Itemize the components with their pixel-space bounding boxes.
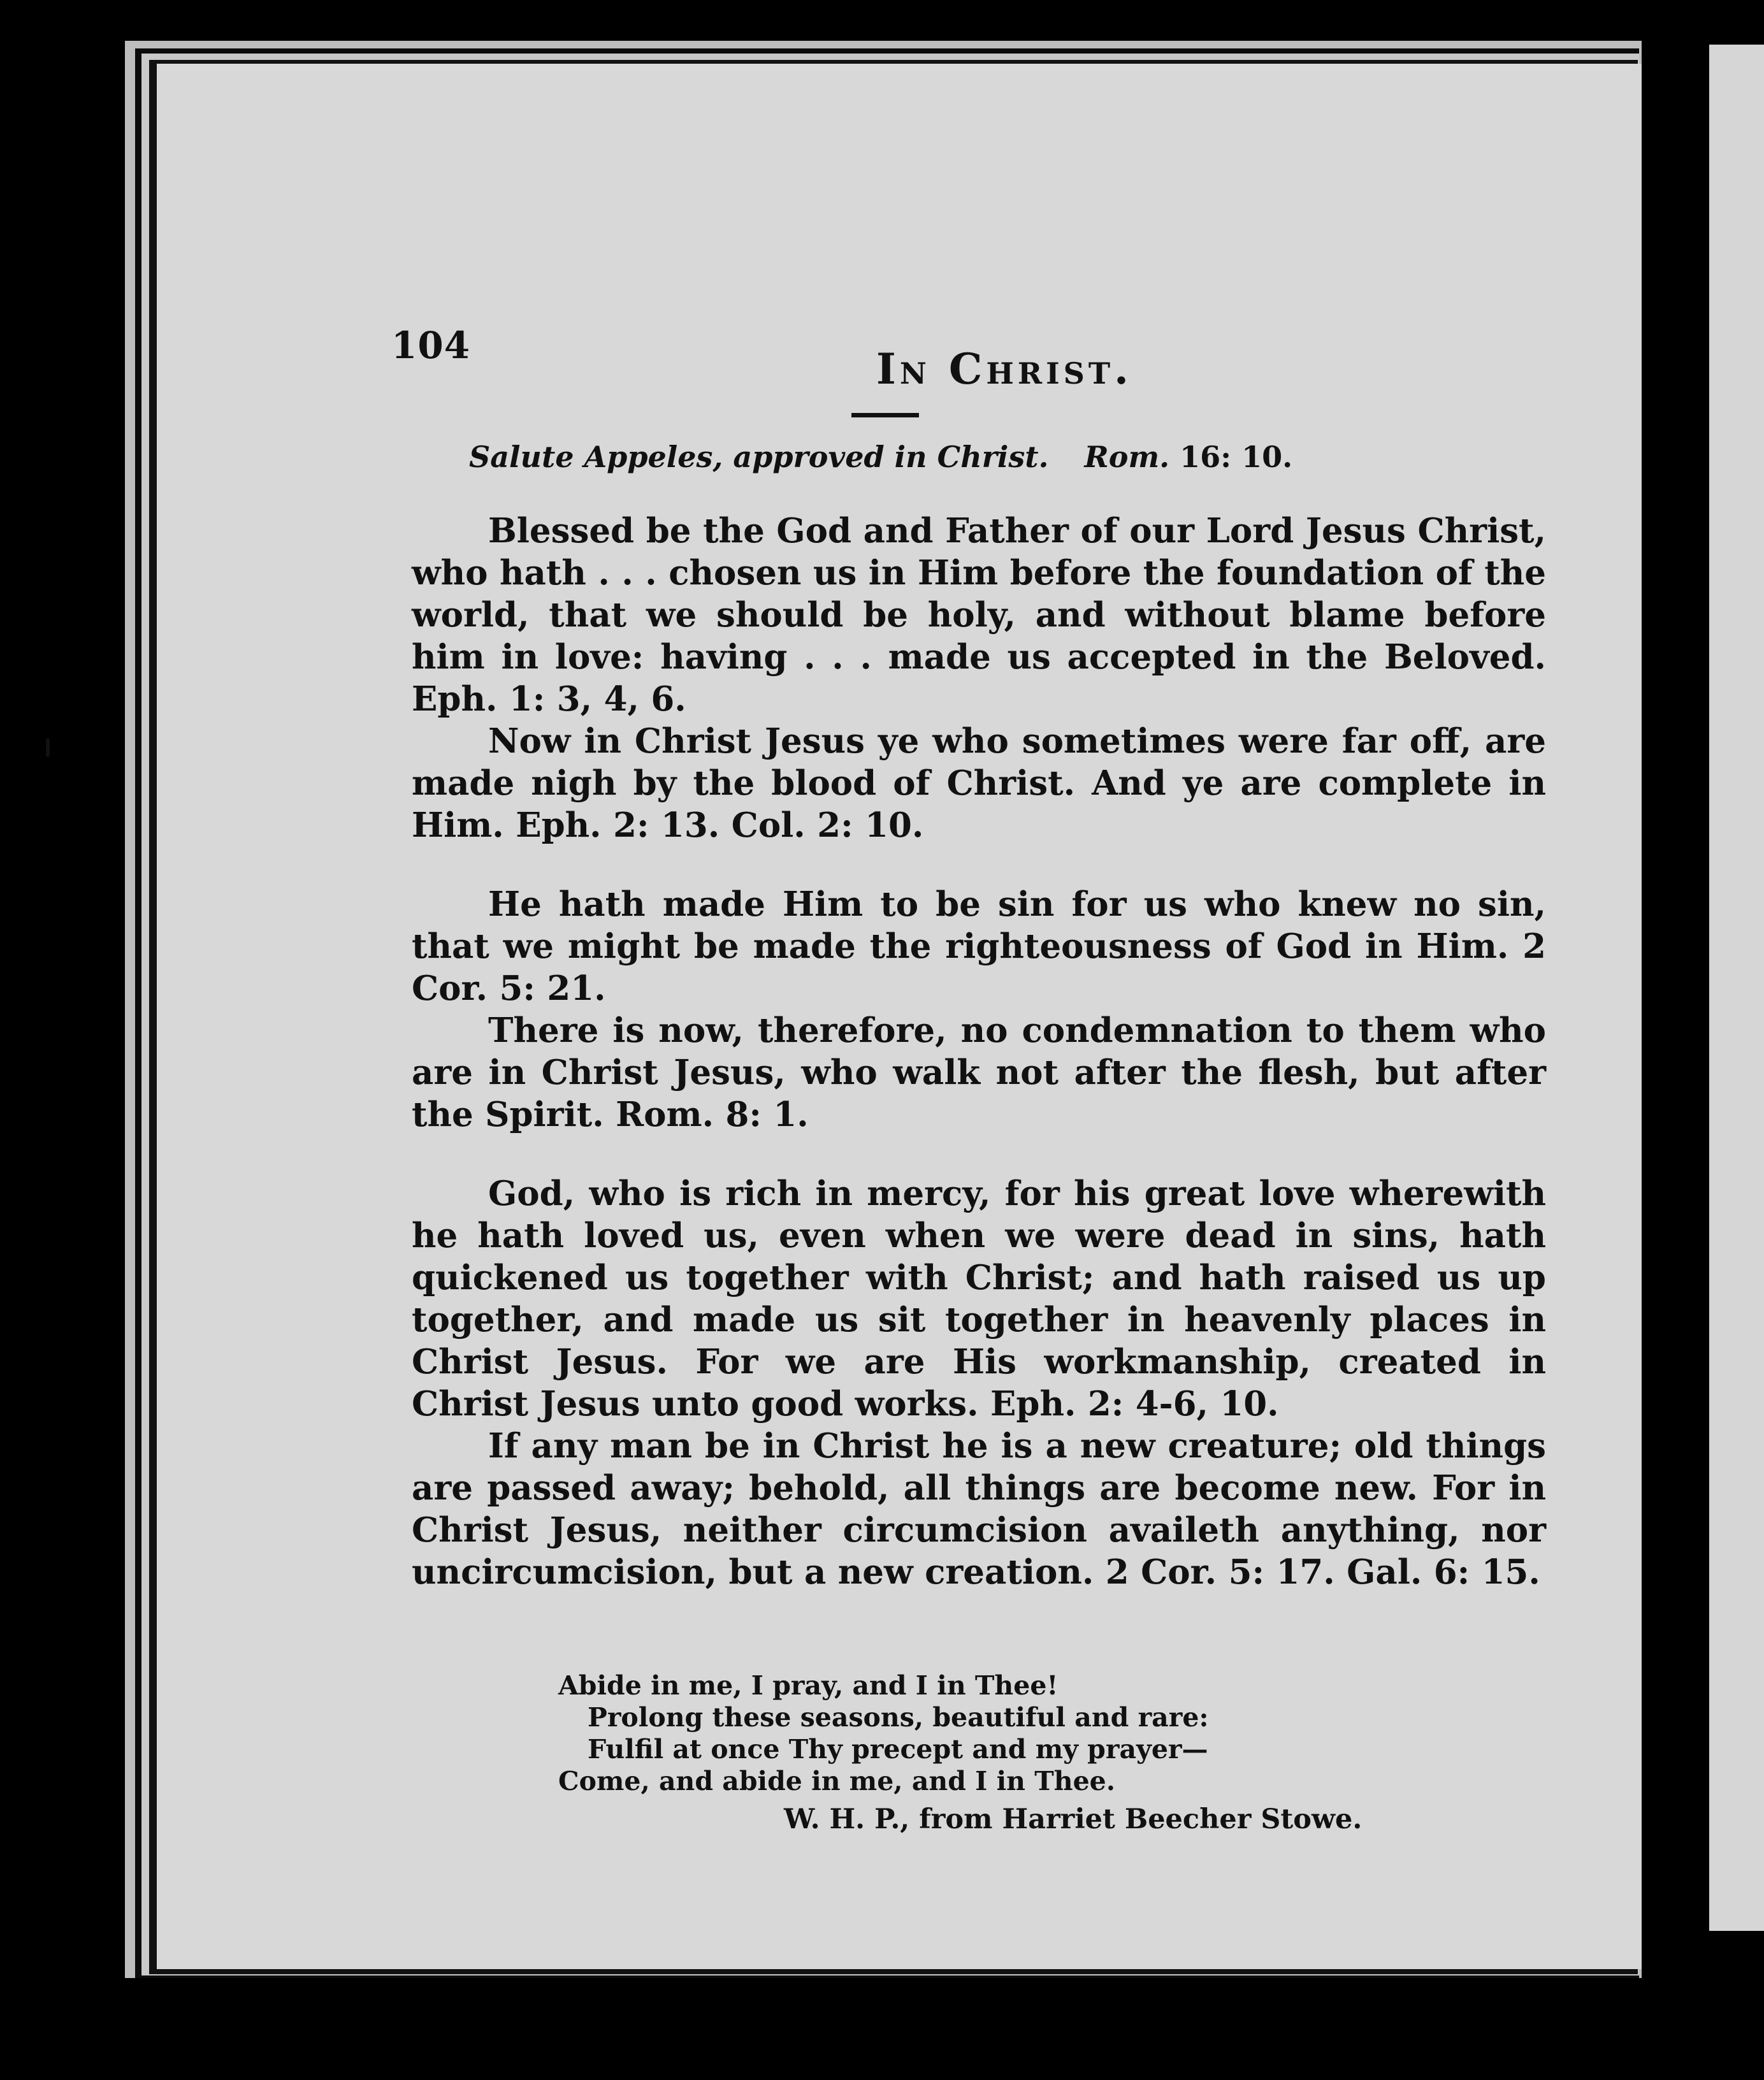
poem (558, 1670, 1578, 1835)
epigraph-quote: Salute Appeles, approved in Christ. (469, 440, 1049, 474)
speck (46, 738, 50, 757)
poem-line: Prolong these seasons, beautiful and rare: (588, 1702, 1209, 1733)
paragraph: If any man be in Christ he is a new creature; old things are passed away; behold, all things are become new. For in Christ Jesus, neither circumcision availeth anything, nor uncircumcision, but a new creation. 2 Cor. 5: 17. Gal. 6: 15. (412, 1426, 1546, 1592)
page-number: 104 (391, 324, 471, 367)
scripture-body (412, 510, 1546, 1593)
poem-line: Come, and abide in me, and I in Thee. (558, 1766, 1116, 1796)
poem-line: Abide in me, I pray, and I in Thee! (558, 1670, 1059, 1701)
page-title: In Christ. (876, 344, 1133, 394)
paragraph: Now in Christ Jesus ye who sometimes were far off, are made nigh by the blood of Christ. And ye are complete in Him. Eph. 2: 13. Col. 2: 10. (412, 721, 1546, 845)
paragraph: Blessed be the God and Father of our Lord Jesus Christ, who hath . . . chosen us in Him before the foundation of the world, that we should be holy, and without blame before him in love: having . . . made us accepted in the Beloved. Eph. 1: 3, 4, 6. (412, 511, 1546, 719)
poem-line: Fulfil at once Thy precept and my prayer— (588, 1734, 1208, 1765)
paragraph: He hath made Him to be sin for us who knew no sin, that we might be made the righteousness of God in Him. 2 Cor. 5: 21. (412, 885, 1546, 1008)
book-page (157, 64, 1642, 1969)
epigraph (469, 440, 1489, 474)
adjacent-page-edge (1709, 45, 1764, 1931)
title-rule (851, 413, 919, 417)
epigraph-reference-book: Rom. (1084, 440, 1170, 474)
paragraph: God, who is rich in mercy, for his great love wherewith he hath loved us, even when we were dead in sins, hath quickened us together with Christ; and hath raised us up together, and made us sit together in heavenly places in Christ Jesus. For we are His workmanship, created in Christ Jesus unto good works. Eph. 2: 4-6, 10. (412, 1174, 1546, 1424)
poem-attribution: W. H. P., from Harriet Beecher Stowe. (784, 1803, 1363, 1835)
epigraph-reference-verse: 16: 10. (1180, 440, 1293, 474)
paragraph: There is now, therefore, no condemnation to them who are in Christ Jesus, who walk not after the flesh, but after the Spirit. Rom. 8: 1. (412, 1011, 1546, 1134)
